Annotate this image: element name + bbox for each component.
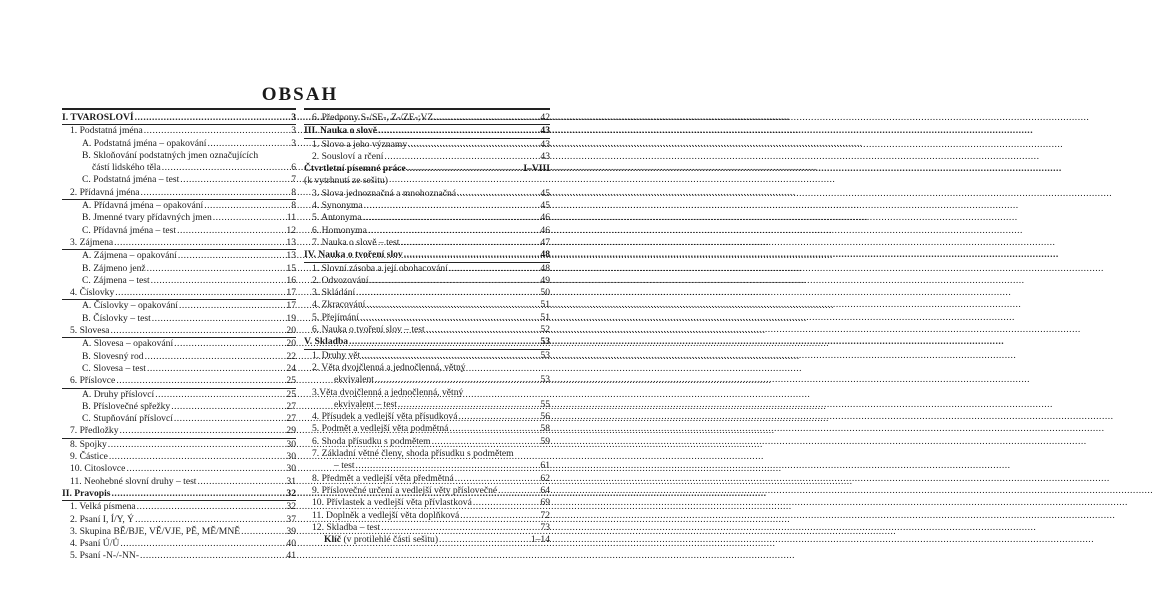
- dot-leader: [473, 497, 540, 509]
- dot-leader: [400, 237, 539, 249]
- toc-entry: [304, 275, 550, 287]
- toc-entry-page: 17: [286, 287, 296, 299]
- toc-entry: [304, 249, 550, 262]
- toc-entry: [304, 151, 550, 163]
- toc-entry-label: 3. Slova jednoznačná a mnohoznačná: [312, 187, 457, 199]
- toc-entry: [62, 162, 296, 174]
- dot-leader: [404, 249, 540, 261]
- toc-entry: [304, 350, 550, 362]
- toc-entry-label: B. Číslovky – test: [82, 312, 151, 324]
- toc-entry-label: 5. Podmět a vedlejší věta podmětná: [312, 423, 449, 435]
- toc-entry: [304, 510, 550, 522]
- dot-leader: [137, 501, 286, 513]
- toc-entry-label: A. Slovesa – opakování: [82, 338, 174, 350]
- toc-entry: [62, 514, 296, 526]
- toc-entry-page: 1–14: [530, 534, 550, 546]
- right-column-rule: [304, 108, 550, 110]
- toc-entry-label: II. Pravopis: [62, 487, 111, 499]
- dot-leader: [364, 200, 540, 212]
- dot-leader: [455, 473, 540, 485]
- toc-entry-page: 29: [286, 425, 296, 437]
- dot-leader: [361, 350, 539, 362]
- toc-entry-label: 3.Věta dvojčlenná a jednočlenná, větný: [312, 386, 464, 398]
- toc-entry-label: 4. Zkracování: [312, 299, 366, 311]
- dot-leader: [241, 526, 285, 538]
- toc-entry-page: 43: [540, 150, 550, 162]
- left-column-rule: [62, 108, 296, 110]
- toc-entry-page: 51: [540, 299, 550, 311]
- dot-leader: [375, 374, 539, 386]
- toc-entry-label: B. Skloňování podstatných jmen označujících: [82, 149, 259, 161]
- toc-entry-label: III. Nauka o slově: [304, 125, 378, 137]
- dot-leader: [498, 485, 539, 497]
- toc-entry-page: 32: [286, 487, 296, 499]
- toc-entry-label: 9. Příslovečné určení a vedlejší věty příslovečné: [312, 484, 498, 496]
- toc-entry-label: 12. Skladba – test: [312, 521, 381, 533]
- toc-entry: [304, 411, 550, 423]
- toc-entry-label: B. Příslovečné spřežky: [82, 400, 171, 412]
- toc-entry: [62, 325, 296, 338]
- toc-entry-label: 2. Přídavná jména: [70, 186, 140, 198]
- toc-entry-label: (k vytrhnutí ze sešitu): [304, 175, 388, 187]
- toc-entry: [62, 488, 296, 501]
- toc-entry-page: 30: [286, 438, 296, 450]
- toc-entry-page: 30: [286, 463, 296, 475]
- toc-entry-label: 2. Věta dvojčlenná a jednočlenná, větný: [312, 361, 466, 373]
- toc-entry-label: 2. Psaní I, Í/Y, Ý: [70, 513, 135, 525]
- toc-entry: [304, 485, 550, 497]
- dot-leader: [356, 287, 539, 299]
- dot-leader: [180, 174, 290, 186]
- toc-entry-page: 61: [540, 460, 550, 472]
- toc-entry-page: 12: [286, 224, 296, 236]
- dot-leader: [449, 423, 539, 435]
- toc-entry-label: 1. Slovní zásoba a její obohacování: [312, 262, 448, 274]
- toc-entry-page: 49: [540, 274, 550, 286]
- toc-entry-label: 1. Podstatná jména: [70, 125, 143, 137]
- toc-entry-page: 53: [540, 374, 550, 386]
- toc-entry-page: 6: [291, 162, 296, 174]
- toc-entry: [62, 389, 296, 401]
- toc-entry-page: 46: [540, 212, 550, 224]
- toc-entry: [62, 550, 296, 562]
- toc-entry-page: 22: [286, 350, 296, 362]
- toc-entry: [62, 439, 296, 451]
- toc-entry-page: 24: [286, 362, 296, 374]
- toc-entry-label: B. Jmenné tvary přídavných jmen: [82, 212, 212, 224]
- toc-entry: [62, 212, 296, 224]
- dot-leader: [112, 488, 286, 500]
- toc-entry-label: ekvivalent – test: [334, 398, 397, 410]
- dot-leader: [449, 263, 540, 275]
- toc-entry-label: 7. Předložky: [70, 425, 119, 437]
- toc-entry: [62, 463, 296, 475]
- toc-entry-label: 4. Přísudek a vedlejší věta přísudková: [312, 411, 458, 423]
- dot-leader: [408, 139, 539, 151]
- toc-entry-label: 6. Předpony S-/SE-, Z-/ZE-;VZ: [312, 112, 434, 123]
- toc-entry-label: 3. Skupina BĚ/BJE, VĚ/VJE, PĚ, MĚ/MNĚ: [70, 525, 241, 537]
- toc-entry-page: 59: [540, 435, 550, 447]
- dot-leader: [115, 287, 285, 299]
- toc-entry: [62, 401, 296, 413]
- toc-entry-label: 7. Nauka o slově – test: [312, 236, 400, 248]
- toc-entry: [304, 200, 550, 212]
- toc-entry-page: 3: [291, 137, 296, 149]
- dot-leader: [126, 463, 285, 475]
- toc-entry: [62, 250, 296, 262]
- dot-leader: [426, 324, 540, 336]
- toc-entry: [62, 275, 296, 287]
- toc-entry-label: 2. Odvozování: [312, 274, 369, 286]
- toc-entry-page: 20: [286, 325, 296, 337]
- toc-entry-page: 53: [540, 349, 550, 361]
- toc-entry-page: 32: [286, 501, 296, 513]
- toc-entry-label: 11. Doplněk a vedlejší věta doplňková: [312, 509, 460, 521]
- toc-entry: [304, 125, 550, 138]
- dot-leader: [109, 451, 286, 463]
- toc-entry: [304, 336, 550, 349]
- dot-leader: [120, 538, 285, 550]
- toc-entry: [62, 425, 296, 438]
- dot-leader: [363, 212, 540, 224]
- toc-entry-label: C. Stupňování příslovcí: [82, 413, 173, 425]
- toc-entry-label: 2. Sousloví a rčení: [312, 150, 384, 162]
- toc-entry: [304, 112, 550, 125]
- dot-leader: [144, 125, 290, 137]
- toc-entry: [304, 299, 550, 311]
- toc-entry-label: 8. Předmět a vedlejší věta předmětná: [312, 472, 454, 484]
- toc-entry: [304, 263, 550, 275]
- toc-entry: [304, 448, 550, 460]
- toc-entry: [62, 187, 296, 200]
- toc-entry: [304, 237, 550, 249]
- toc-entry-label: 10. Přívlastek a vedlejší věta přívlastková: [312, 497, 472, 509]
- toc-entry-label: 5. Psaní -N-/-NN-: [70, 550, 140, 562]
- toc-entry-label: C. Podstatná jména – test: [82, 174, 180, 186]
- toc-entry-page: 31: [286, 475, 296, 487]
- toc-entry: [304, 374, 550, 386]
- toc-entry-page: 58: [540, 423, 550, 435]
- toc-entry-page: 55: [540, 398, 550, 410]
- toc-entry: [304, 212, 550, 224]
- toc-entry: [62, 300, 296, 312]
- toc-entry-label: 1. Druhy vět: [312, 349, 361, 361]
- toc-entry-label: 5. Přejímání: [312, 311, 359, 323]
- toc-entry-label: 8. Spojky: [70, 438, 107, 450]
- toc-entry-label: 6. Homonyma: [312, 224, 367, 236]
- dot-leader: [174, 413, 286, 425]
- toc-entry-label: A. Podstatná jména – opakování: [82, 137, 207, 149]
- toc-entry: [304, 387, 550, 399]
- toc-entry-label: IV. Nauka o tvoření slov: [304, 249, 403, 261]
- toc-entry-label: B. Slovesný rod: [82, 350, 144, 362]
- toc-entry-label: A. Přídavná jména – opakování: [82, 200, 204, 212]
- toc-entry: [304, 139, 550, 151]
- toc-entry-page: 41: [286, 550, 296, 562]
- dot-leader: [204, 200, 290, 212]
- toc-entry: [304, 399, 550, 411]
- toc-entry-label: B. Zájmeno jenž: [82, 262, 146, 274]
- toc-entry: [304, 460, 550, 472]
- toc-entry-page: 43: [540, 125, 550, 137]
- toc-entry-page: 25: [286, 375, 296, 387]
- toc-entry: [304, 188, 550, 200]
- toc-entry-page: 45: [540, 200, 550, 212]
- dot-leader: [135, 514, 285, 526]
- toc-entry-label: A. Číslovky – opakování: [82, 300, 178, 312]
- dot-leader: [207, 138, 290, 150]
- toc-entry-label: 1. Velká písmena: [70, 501, 136, 513]
- toc-entry-label: I. TVAROSLOVÍ: [62, 112, 134, 123]
- toc-entry-label: částí lidského těla: [92, 162, 161, 174]
- toc-entry-page: 30: [286, 451, 296, 463]
- toc-entry-page: 46: [540, 224, 550, 236]
- toc-entry: [304, 497, 550, 509]
- toc-right-column: [304, 112, 550, 546]
- dot-leader: [458, 411, 539, 423]
- dot-leader: [135, 112, 291, 124]
- toc-entry-label: Klíč (v protilehlé části sešitu): [324, 534, 439, 546]
- toc-entry: [62, 351, 296, 363]
- toc-entry-label: 6. Shoda přísudku s podmětem: [312, 435, 431, 447]
- toc-entry: [62, 263, 296, 275]
- toc-entry-label: C. Zájmena – test: [82, 274, 150, 286]
- toc-entry: [304, 163, 550, 175]
- toc-entry-page: 48: [540, 262, 550, 274]
- dot-leader: [434, 112, 539, 124]
- toc-entry-page: 47: [540, 236, 550, 248]
- toc-entry: [62, 237, 296, 250]
- toc-entry-page: 16: [286, 274, 296, 286]
- toc-entry: [304, 175, 550, 187]
- toc-entry-page: 39: [286, 525, 296, 537]
- toc-entry-page: 53: [540, 336, 550, 348]
- toc-entry: [62, 451, 296, 463]
- toc-entry: [62, 413, 296, 425]
- toc-entry-page: 27: [286, 400, 296, 412]
- toc-entry-page: 48: [540, 249, 550, 261]
- dot-leader: [152, 313, 286, 325]
- toc-left-column: [62, 112, 296, 563]
- toc-entry: [62, 526, 296, 538]
- toc-entry-label: 7. Základní větné členy, shoda přísudku s podmětem: [312, 448, 514, 460]
- toc-entry: [62, 225, 296, 237]
- toc-entry-page: 20: [286, 338, 296, 350]
- dot-leader: [140, 550, 285, 562]
- dot-leader: [114, 237, 285, 249]
- dot-leader: [213, 212, 286, 224]
- toc-entry-page: 13: [286, 236, 296, 248]
- toc-entry-page: 19: [286, 312, 296, 324]
- toc-entry-label: Čtvrtletní písemné práce: [304, 163, 406, 175]
- dot-leader: [177, 225, 285, 237]
- toc-entry: [62, 125, 296, 137]
- dot-leader: [366, 299, 539, 311]
- toc-entry-page: 37: [286, 513, 296, 525]
- toc-entry-label: C. Přídavná jména – test: [82, 224, 177, 236]
- toc-entry: [304, 362, 550, 374]
- toc-entry: [62, 501, 296, 513]
- toc-entry-page: 25: [286, 388, 296, 400]
- toc-entry-page: 51: [540, 311, 550, 323]
- toc-entry: [62, 313, 296, 325]
- dot-leader: [147, 263, 286, 275]
- toc-entry-label: 1. Slovo a jeho významy: [312, 138, 408, 150]
- dot-leader: [381, 522, 539, 534]
- toc-entry-label: 6. Nauka o tvoření slov – test: [312, 324, 425, 336]
- toc-entry: [62, 538, 296, 550]
- page-title: OBSAH: [261, 84, 339, 105]
- dot-leader: [162, 162, 290, 174]
- toc-entry-page: 45: [540, 187, 550, 199]
- toc-entry-page: 69: [540, 497, 550, 509]
- toc-entry-label: 3. Zájmena: [70, 236, 114, 248]
- toc-entry-page: 15: [286, 262, 296, 274]
- dot-leader: [384, 151, 539, 163]
- toc-entry: [304, 436, 550, 448]
- toc-entry-label: ekvivalent: [334, 374, 374, 386]
- toc-entry: [304, 522, 550, 534]
- dot-leader: [368, 225, 540, 237]
- toc-entry: [62, 476, 296, 488]
- dot-leader: [108, 439, 286, 451]
- toc-entry-page: 40: [286, 538, 296, 550]
- toc-entry-page: I–VIII: [523, 163, 550, 175]
- toc-entry-label: V. Skladba: [304, 336, 349, 348]
- toc-entry-label: C. Slovesa – test: [82, 362, 146, 374]
- dot-leader: [171, 401, 285, 413]
- dot-leader: [174, 338, 285, 350]
- toc-entry: [62, 200, 296, 212]
- dot-leader: [151, 275, 286, 287]
- dot-leader: [147, 363, 285, 375]
- toc-entry-page: 8: [291, 186, 296, 198]
- toc-entry-page: 52: [540, 324, 550, 336]
- toc-entry-page: 64: [540, 484, 550, 496]
- toc-entry-label: A. Druhy příslovcí: [82, 388, 155, 400]
- toc-entry-label: 4. Synonyma: [312, 200, 363, 212]
- dot-leader: [370, 275, 540, 287]
- toc-entry-page: 11: [286, 212, 296, 224]
- toc-entry-page: 13: [286, 250, 296, 262]
- dot-leader: [120, 425, 286, 437]
- dot-leader: [356, 460, 540, 472]
- toc-entry-page: 62: [540, 472, 550, 484]
- toc-entry: [62, 375, 296, 388]
- toc-entry-label: 6. Příslovce: [70, 375, 116, 387]
- toc-entry-page: 3: [291, 125, 296, 137]
- toc-entry-label: 3. Skládání: [312, 287, 356, 299]
- toc-entry-page: 42: [540, 112, 550, 123]
- toc-entry-label: 5. Slovesa: [70, 325, 110, 337]
- toc-entry-page: 73: [540, 521, 550, 533]
- toc-entry: [304, 225, 550, 237]
- dot-leader: [141, 187, 291, 199]
- toc-entry-page: 43: [540, 138, 550, 150]
- toc-entry: [304, 534, 550, 546]
- dot-leader: [432, 436, 540, 448]
- toc-entry: [62, 138, 296, 150]
- toc-entry-label: 4. Číslovky: [70, 287, 115, 299]
- toc-entry: [62, 150, 296, 162]
- toc-entry: [304, 473, 550, 485]
- dot-leader: [179, 300, 285, 312]
- dot-leader: [360, 312, 540, 324]
- dot-leader: [439, 534, 530, 546]
- dot-leader: [398, 399, 540, 411]
- toc-entry: [62, 112, 296, 125]
- toc-entry: [62, 287, 296, 300]
- toc-entry-page: 56: [540, 411, 550, 423]
- toc-entry-label: A. Zájmena – opakování: [82, 250, 177, 262]
- dot-leader: [155, 389, 285, 401]
- toc-entry-label: 9. Částice: [70, 451, 108, 463]
- dot-leader: [457, 188, 539, 200]
- dot-leader: [407, 163, 523, 175]
- toc-entry-page: 72: [540, 509, 550, 521]
- toc-entry: [62, 174, 296, 186]
- toc-entry-label: 4. Psaní Ú/Ů: [70, 538, 120, 550]
- dot-leader: [116, 375, 285, 387]
- toc-entry-page: 7: [291, 174, 296, 186]
- toc-entry: [62, 338, 296, 350]
- toc-entry: [304, 324, 550, 336]
- toc-entry-page: 3: [291, 112, 296, 123]
- dot-leader: [178, 250, 286, 262]
- toc-entry-label: 11. Neohebné slovní druhy – test: [70, 475, 197, 487]
- toc-entry: [304, 287, 550, 299]
- dot-leader: [378, 125, 539, 137]
- toc-entry: [304, 423, 550, 435]
- toc-entry-page: 27: [286, 413, 296, 425]
- toc-entry-label: 10. Citoslovce: [70, 463, 126, 475]
- dot-leader: [145, 351, 286, 363]
- dot-leader: [460, 510, 539, 522]
- toc-entry-label: 5. Antonyma: [312, 212, 362, 224]
- toc-entry-page: 17: [286, 300, 296, 312]
- dot-leader: [349, 336, 539, 348]
- toc-entry: [304, 312, 550, 324]
- toc-entry-label: – test: [334, 460, 355, 472]
- toc-entry-page: 8: [291, 200, 296, 212]
- toc-entry-page: 50: [540, 287, 550, 299]
- toc-entry: [62, 363, 296, 375]
- dot-leader: [110, 325, 285, 337]
- dot-leader: [197, 476, 285, 488]
